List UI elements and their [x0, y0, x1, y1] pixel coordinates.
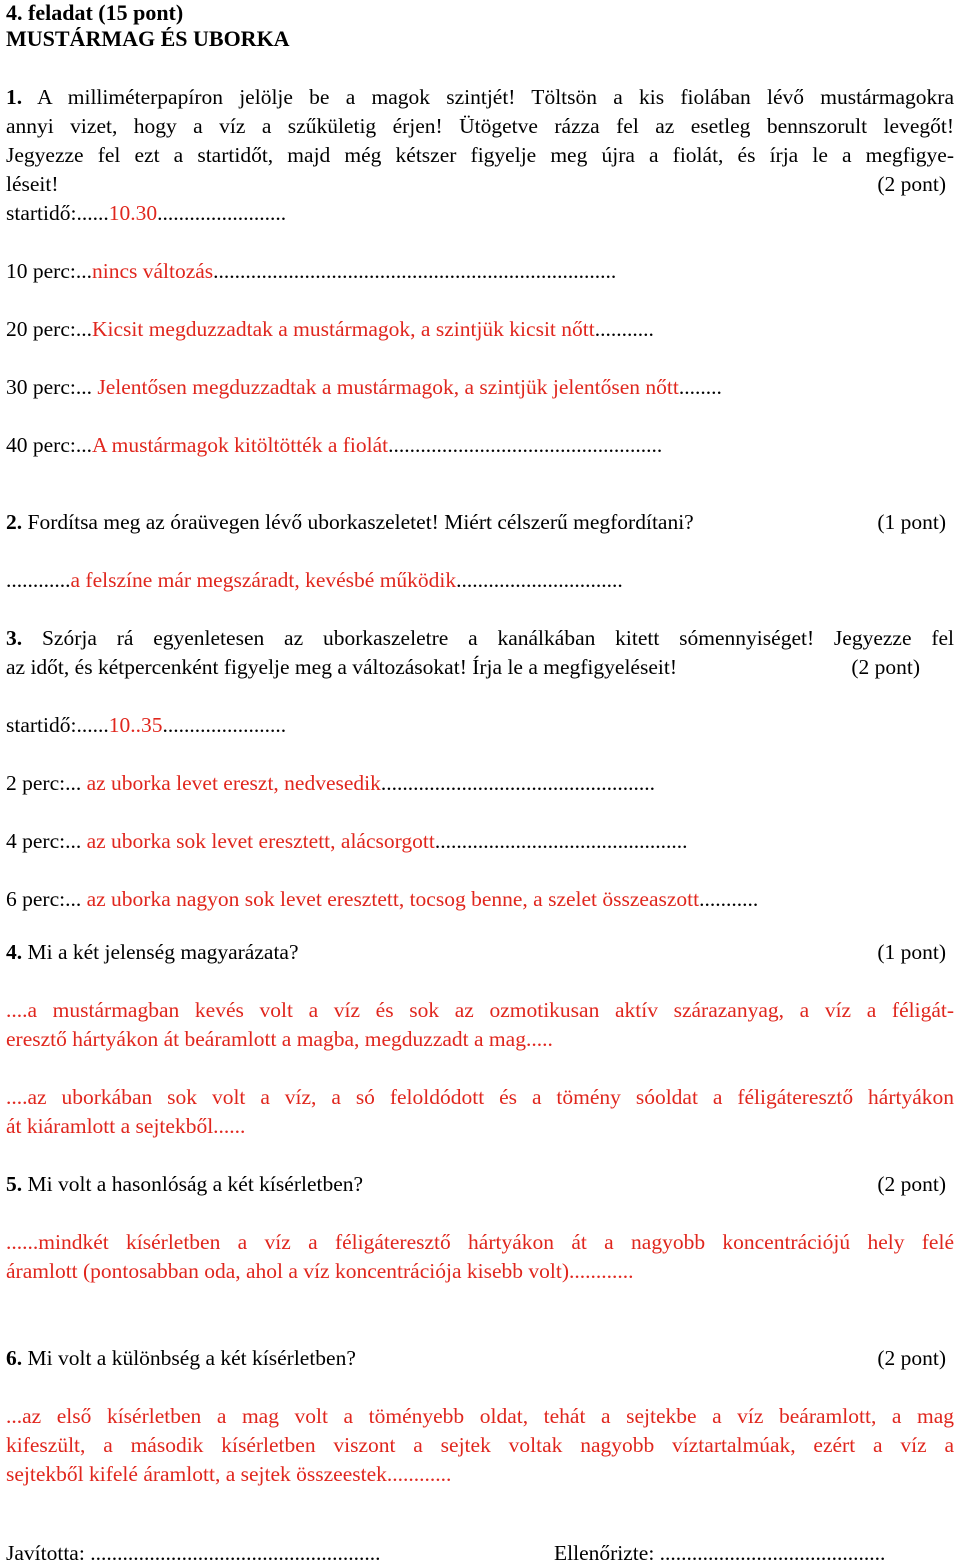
q4-number: 4.	[6, 940, 23, 964]
q4-answer-2-line-1: ....az uborkában sok volt a víz, a só feloldódott és a tömény sóoldat a féligáteresztő hártyákon	[6, 1085, 954, 1109]
dots: ...........................................................................	[213, 259, 617, 283]
q1-number: 1.	[6, 85, 23, 109]
q3-row-6	[6, 886, 954, 912]
row-label: 20 perc:	[6, 317, 76, 341]
q6-answer-line-2: kifeszült, a második kísérletben viszont a sejtek voltak nagyobb víztartalmúak, ezért a víz a	[6, 1433, 954, 1457]
dots: ...............................	[456, 568, 623, 592]
answer-text: Jelentősen megduzzadtak a mustármagok, a szintjük jelentősen nőtt	[91, 375, 679, 399]
q2-answer	[6, 567, 954, 593]
q5-answer-line-1: ......mindkét kísérletben a víz a féligáteresztő hártyákon át a nagyobb koncentrációjú hely felé	[6, 1230, 954, 1254]
q1-start-time	[6, 200, 954, 226]
q5-number: 5.	[6, 1172, 23, 1196]
dots: ......	[76, 201, 109, 225]
row-label: 40 perc:	[6, 433, 76, 457]
dots: ...	[75, 317, 92, 341]
q1-line-2: annyi vizet, hogy a víz a szűkületig érjen! Ütögetve rázza fel az esetleg bennszorult levegőt!	[6, 114, 954, 138]
dots: ............	[6, 568, 71, 592]
q1-text-1: A milliméterpapíron jelölje be a magok szintjét! Töltsön a kis fiolában lévő mustármagokra	[37, 85, 954, 109]
q5-text: Mi volt a hasonlóság a két kísérletben?	[27, 1172, 364, 1196]
q6-text: Mi volt a különbség a két kísérletben?	[27, 1346, 356, 1370]
q1-line-1	[6, 84, 954, 110]
q1-line-3: Jegyezze fel ezt a startidőt, majd még kétszer figyelje meg újra a fiolát, és írja le a megfigye-	[6, 143, 954, 167]
q3-line-1	[6, 625, 954, 651]
q6-question	[6, 1345, 954, 1371]
footer-signatures	[6, 1540, 954, 1566]
answer-text: az uborka sok levet eresztett, alácsorgott	[81, 829, 435, 853]
answer-text: Kicsit megduzzadtak a mustármagok, a szintjük kicsit nőtt	[91, 317, 595, 341]
start-value: 10.30	[108, 201, 158, 225]
q3-row-2	[6, 770, 954, 796]
task-title: 4. feladat (15 pont)	[6, 0, 184, 25]
q1-row-10	[6, 258, 954, 284]
q4-answer-2-line-2: át kiáramlott a sejtekből......	[6, 1114, 246, 1138]
dots: ...	[75, 433, 92, 457]
q6-number: 6.	[6, 1346, 23, 1370]
dots: ........	[678, 375, 722, 399]
q2-points: (1 pont)	[877, 510, 946, 534]
dots: ...	[65, 887, 82, 911]
dots: ...	[65, 829, 82, 853]
corrected-by-field: Javította: ......................................................	[6, 1541, 381, 1565]
q2-question	[6, 509, 954, 535]
row-label: 6 perc:	[6, 887, 66, 911]
q1-points: (2 pont)	[877, 172, 946, 196]
q1-row-40	[6, 432, 954, 458]
dots: ...	[75, 375, 92, 399]
q3-start-time	[6, 712, 954, 738]
q4-points: (1 pont)	[877, 940, 946, 964]
row-label: 10 perc:	[6, 259, 76, 283]
q4-question	[6, 939, 954, 965]
q3-text-1: Szórja rá egyenletesen az uborkaszeletre a kanálkában kitett sómennyiséget! Jegyezze fel	[41, 626, 955, 650]
dots: ...........	[594, 317, 654, 341]
q2-number: 2.	[6, 510, 23, 534]
answer-text: az uborka nagyon sok levet eresztett, tocsog benne, a szelet összeaszott	[81, 887, 700, 911]
dots: ........................	[157, 201, 287, 225]
q3-number: 3.	[6, 626, 23, 650]
q3-row-4	[6, 828, 954, 854]
q6-points: (2 pont)	[877, 1346, 946, 1370]
q4-answer-1-line-2: eresztő hártyákon át beáramlott a magba, megduzzadt a mag.....	[6, 1027, 553, 1051]
q2-text: Fordítsa meg az óraüvegen lévő uborkaszeletet! Miért célszerű megfordítani?	[27, 510, 694, 534]
dots: ...............................................	[434, 829, 688, 853]
dots: ...	[75, 259, 92, 283]
q6-answer-line-1: ...az első kísérletben a mag volt a töményebb oldat, tehát a sejtekbe a víz beáramlott, a mag	[6, 1404, 954, 1428]
row-label: 4 perc:	[6, 829, 66, 853]
answer-text: nincs változás	[91, 259, 214, 283]
q5-answer-line-2: áramlott (pontosabban oda, ahol a víz koncentrációja kisebb volt)............	[6, 1259, 634, 1283]
q1-text-4: léseit!	[6, 172, 59, 196]
start-label: startidő:	[6, 713, 77, 737]
dots: ...................................................	[380, 771, 656, 795]
answer-text: az uborka levet ereszt, nedvesedik	[81, 771, 381, 795]
answer-text: A mustármagok kitöltötték a fiolát	[91, 433, 389, 457]
q1-row-30	[6, 374, 954, 400]
task-subtitle: MUSTÁRMAG ÉS UBORKA	[6, 26, 290, 51]
dots: .......................	[162, 713, 287, 737]
dots: ...................................................	[388, 433, 663, 457]
q4-answer-1-line-1: ....a mustármagban kevés volt a víz és sok az ozmotikusan aktív szárazanyag, a víz a féligát-	[6, 998, 954, 1022]
dots: ...	[65, 771, 82, 795]
q5-question	[6, 1171, 954, 1197]
q5-points: (2 pont)	[877, 1172, 946, 1196]
q4-text: Mi a két jelenség magyarázata?	[27, 940, 299, 964]
q3-text-2: az időt, és kétpercenként figyelje meg a változásokat! Írja le a megfigyeléseit!	[6, 655, 677, 679]
q3-line-2	[6, 654, 954, 680]
start-value: 10..35	[108, 713, 163, 737]
row-label: 2 perc:	[6, 771, 66, 795]
q1-line-4	[6, 171, 954, 197]
q6-answer-line-3: sejtekből kifelé áramlott, a sejtek összeestek............	[6, 1462, 452, 1486]
answer-text: a felszíne már megszáradt, kevésbé működik	[70, 568, 457, 592]
q1-row-20	[6, 316, 954, 342]
checked-by-field: Ellenőrizte: ..........................................	[554, 1541, 886, 1565]
row-label: 30 perc:	[6, 375, 76, 399]
dots: ......	[76, 713, 109, 737]
q3-points: (2 pont)	[851, 655, 920, 679]
dots: ...........	[699, 887, 759, 911]
start-label: startidő:	[6, 201, 77, 225]
